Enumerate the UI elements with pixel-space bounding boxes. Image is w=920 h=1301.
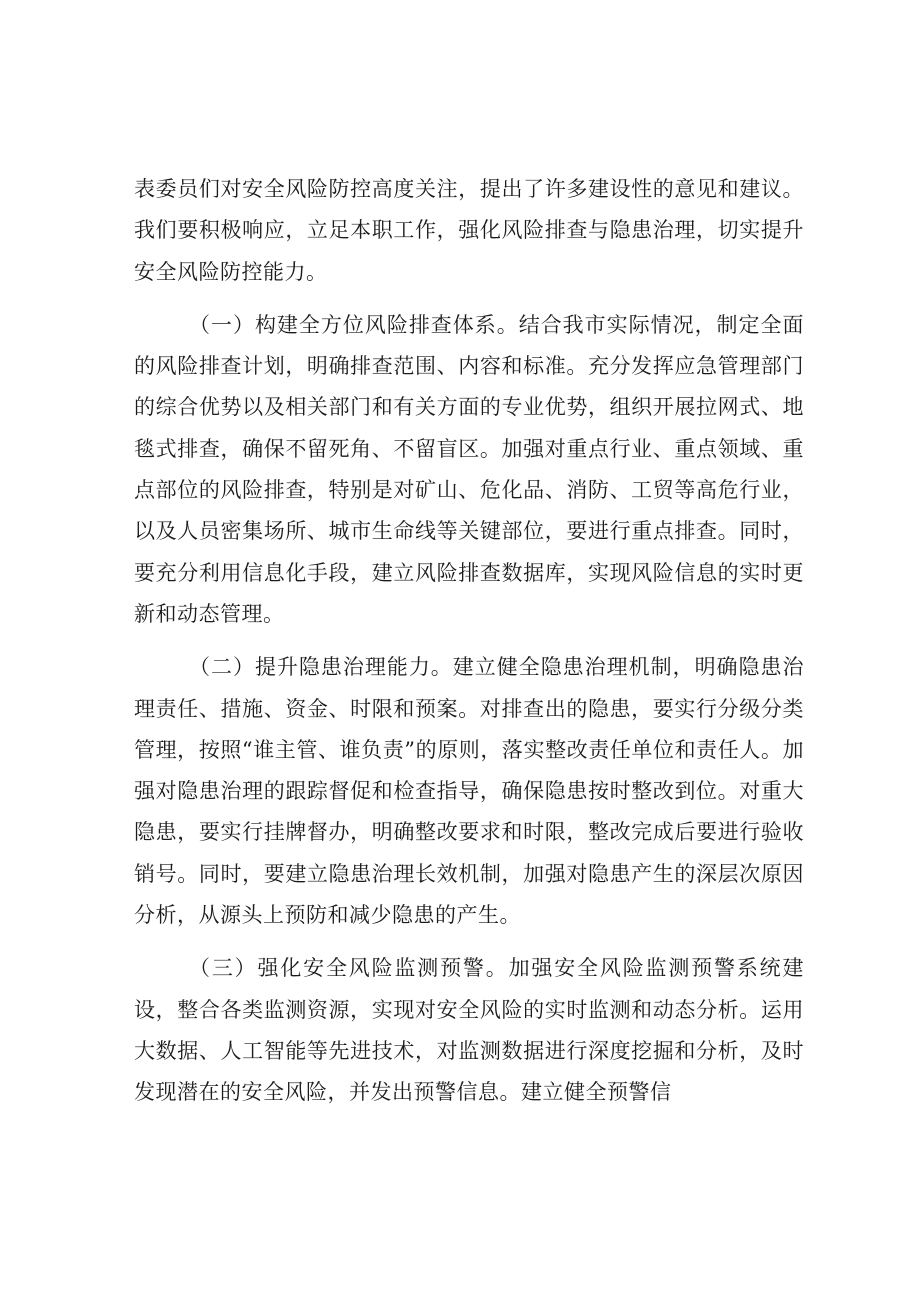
- paragraph-hazard-governance: （二）提升隐患治理能力。建立健全隐患治理机制，明确隐患治理责任、措施、资金、时限和预案。对排查出的隐患，要实行分级分类管理，按照“谁主管、谁负责”的原则，落实整改责任单位和责任人。加强对隐患治理的跟踪督促和检查指导，确保隐患按时整改到位。对重大隐患，要实行挂牌督办，明确整改要求和时限，整改完成后要进行验收销号。同时，要建立隐患治理长效机制，加强对隐患产生的深层次原因分析，从源头上预防和减少隐患的产生。: [134, 655, 804, 928]
- paragraph-risk-monitoring: （三）强化安全风险监测预警。加强安全风险监测预警系统建设，整合各类监测资源，实现对安全风险的实时监测和动态分析。运用大数据、人工智能等先进技术，对监测数据进行深度挖掘和分析，及时发现潜在的安全风险，并发出预警信息。建立健全预警信: [134, 956, 804, 1105]
- paragraph-continuation: 表委员们对安全风险防控高度关注，提出了许多建设性的意见和建议。我们要积极响应，立足本职工作，强化风险排查与隐患治理，切实提升安全风险防控能力。: [134, 177, 804, 284]
- document-body: [134, 169, 804, 1126]
- paragraph-risk-screening: （一）构建全方位风险排查体系。结合我市实际情况，制定全面的风险排查计划，明确排查范围、内容和标准。充分发挥应急管理部门的综合优势以及相关部门和有关方面的专业优势，组织开展拉网式、地毯式排查，确保不留死角、不留盲区。加强对重点行业、重点领域、重点部位的风险排查，特别是对矿山、危化品、消防、工贸等高危行业，以及人员密集场所、城市生命线等关键部位，要进行重点排查。同时，要充分利用信息化手段，建立风险排查数据库，实现风险信息的实时更新和动态管理。: [134, 312, 804, 626]
